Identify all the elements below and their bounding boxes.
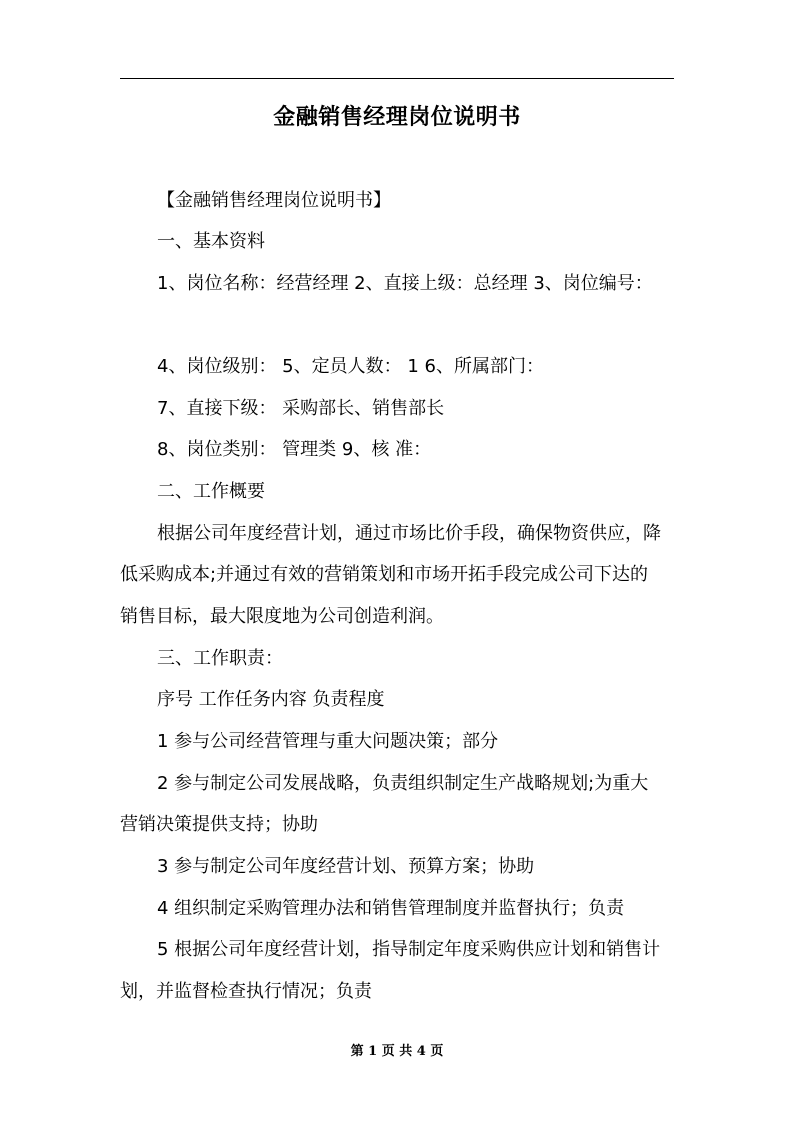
duty-item-5-line-1: 5 根据公司年度经营计划，指导制定年度采购供应计划和销售计 bbox=[157, 939, 661, 960]
overview-paragraph-line-1: 根据公司年度经营计划，通过市场比价手段，确保物资供应，降 bbox=[157, 523, 661, 544]
duty-item-2-line-2: 营销决策提供支持；协助 bbox=[120, 814, 318, 835]
duty-item-5-line-2: 划，并监督检查执行情况；负责 bbox=[120, 981, 372, 1002]
overview-paragraph-line-2: 低采购成本;并通过有效的营销策划和市场开拓手段完成公司下达的 bbox=[120, 564, 649, 585]
basic-info-line-2: 4、岗位级别： 5、定员人数： 1 6、所属部门： bbox=[157, 356, 544, 377]
section-overview-heading: 二、工作概要 bbox=[157, 481, 265, 502]
basic-info-line-3: 7、直接下级： 采购部长、销售部长 bbox=[157, 398, 445, 419]
duty-item-4: 4 组织制定采购管理办法和销售管理制度并监督执行；负责 bbox=[157, 898, 625, 919]
document-title: 金融销售经理岗位说明书 bbox=[273, 105, 521, 130]
duties-column-header: 序号 工作任务内容 负责程度 bbox=[157, 689, 385, 710]
basic-info-line-4: 8、岗位类别： 管理类 9、核 准： bbox=[157, 439, 432, 460]
header-rule bbox=[120, 78, 674, 79]
basic-info-line-1: 1、岗位名称：经营经理 2、直接上级：总经理 3、岗位编号： bbox=[157, 273, 653, 294]
overview-paragraph-line-3: 销售目标，最大限度地为公司创造利润。 bbox=[120, 606, 444, 627]
duty-item-3: 3 参与制定公司年度经营计划、预算方案；协助 bbox=[157, 856, 535, 877]
section-basic-info-heading: 一、基本资料 bbox=[157, 231, 265, 252]
section-duties-heading: 三、工作职责： bbox=[157, 648, 283, 669]
duty-item-2-line-1: 2 参与制定公司发展战略，负责组织制定生产战略规划;为重大 bbox=[157, 773, 649, 794]
page-number-footer: 第 1 页 共 4 页 bbox=[350, 1044, 444, 1059]
bracket-title-line: 【金融销售经理岗位说明书】 bbox=[157, 190, 391, 211]
duty-item-1: 1 参与公司经营管理与重大问题决策；部分 bbox=[157, 731, 499, 752]
